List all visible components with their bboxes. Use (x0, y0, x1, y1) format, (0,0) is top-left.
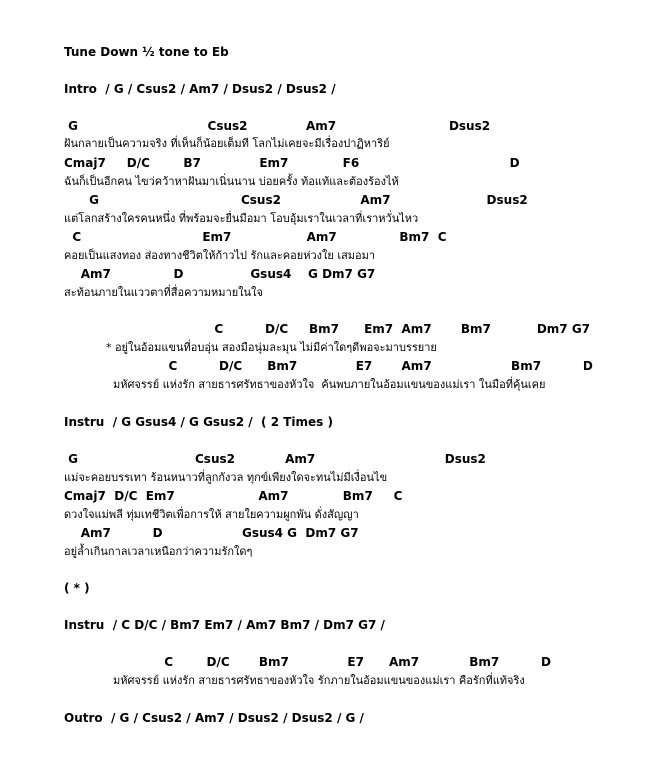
lyric-line: แต่โลกสร้างใครคนหนึ่ง ที่พร้อมจะยื่นมือมา โอบอุ้มเราในเวลาที่เราหวั่นไหว (64, 212, 419, 225)
outro-line: Outro / G / Csus2 / Am7 / Dsus2 / Dsus2 / G / (64, 711, 364, 725)
lyric-line: * อยู่ในอ้อมแขนที่อบอุ่น สองมือนุ่มละมุน ไม่มีค่าใดๆดีพอจะมาบรรยาย (64, 341, 437, 354)
chord-line: C D/C Bm7 Em7 Am7 Bm7 Dm7 G7 (64, 322, 591, 336)
instru-line: Instru / C D/C / Bm7 Em7 / Am7 Bm7 / Dm7 G7 / (64, 618, 385, 632)
chord-line: Cmaj7 D/C Em7 Am7 Bm7 C (64, 489, 403, 503)
chord-line: C D/C Bm7 E7 Am7 Bm7 D (64, 359, 593, 373)
lyric-line: มหัศจรรย์ แห่งรัก สายธารศรัทธาของหัวใจ ค้นพบภายในอ้อมแขนของแม่เรา ในมือที่คุ้นเคย (64, 378, 546, 391)
chord-line: Am7 D Gsus4 G Dm7 G7 (64, 267, 376, 281)
chord-line: Am7 D Gsus4 G Dm7 G7 (64, 526, 359, 540)
lyric-line: แม่จะคอยบรรเทา ร้อนหนาวที่ลูกกังวล ทุกข์เพียงใดจะทนไม่มีเงื่อนไข (64, 471, 388, 484)
chord-line: G Csus2 Am7 Dsus2 (64, 119, 491, 133)
chord-line: C Em7 Am7 Bm7 C (64, 230, 447, 244)
tuning-line: Tune Down ½ tone to Eb (64, 45, 229, 59)
lyric-line: คอยเป็นแสงทอง ส่องทางชีวิตให้ก้าวไป รักและคอยห่วงใย เสมอมา (64, 249, 376, 262)
intro-line: Intro / G / Csus2 / Am7 / Dsus2 / Dsus2 / (64, 82, 336, 96)
lyric-line: ดวงใจแม่พลี ทุ่มเทชีวิตเพื่อการให้ สายใยความผูกพัน ดั่งสัญญา (64, 508, 359, 521)
instru-line: Instru / G Gsus4 / G Gsus2 / ( 2 Times ) (64, 415, 333, 429)
lyric-line: ฉันก็เป็นอีกคน ไขว่คว้าหาฝันมาเนิ่นนาน บ่อยครั้ง ท้อแท้และต้องร้องไห้ (64, 175, 399, 188)
lyric-line: อยู่ล้ำเกินกาลเวลาเหนือกว่าความรักใดๆ (64, 545, 253, 558)
chorus-reference: ( * ) (64, 581, 90, 595)
chord-line: G Csus2 Am7 Dsus2 (64, 193, 528, 207)
chord-line: G Csus2 Am7 Dsus2 (64, 452, 486, 466)
chord-line: C D/C Bm7 E7 Am7 Bm7 D (64, 655, 552, 669)
lyric-line: สะท้อนภายในแววตาที่สื่อความหมายในใจ (64, 286, 263, 299)
chord-line: Cmaj7 D/C B7 Em7 F6 D (64, 156, 520, 170)
lyric-line: มหัศจรรย์ แห่งรัก สายธารศรัทธาของหัวใจ รักภายในอ้อมแขนของแม่เรา คือรักที่แท้จริง (64, 674, 525, 687)
lyric-line: ฝันกลายเป็นความจริง ที่เห็นก็น้อยเต็มที โลกไม่เคยจะมีเรื่องปาฏิหาริย์ (64, 137, 390, 150)
